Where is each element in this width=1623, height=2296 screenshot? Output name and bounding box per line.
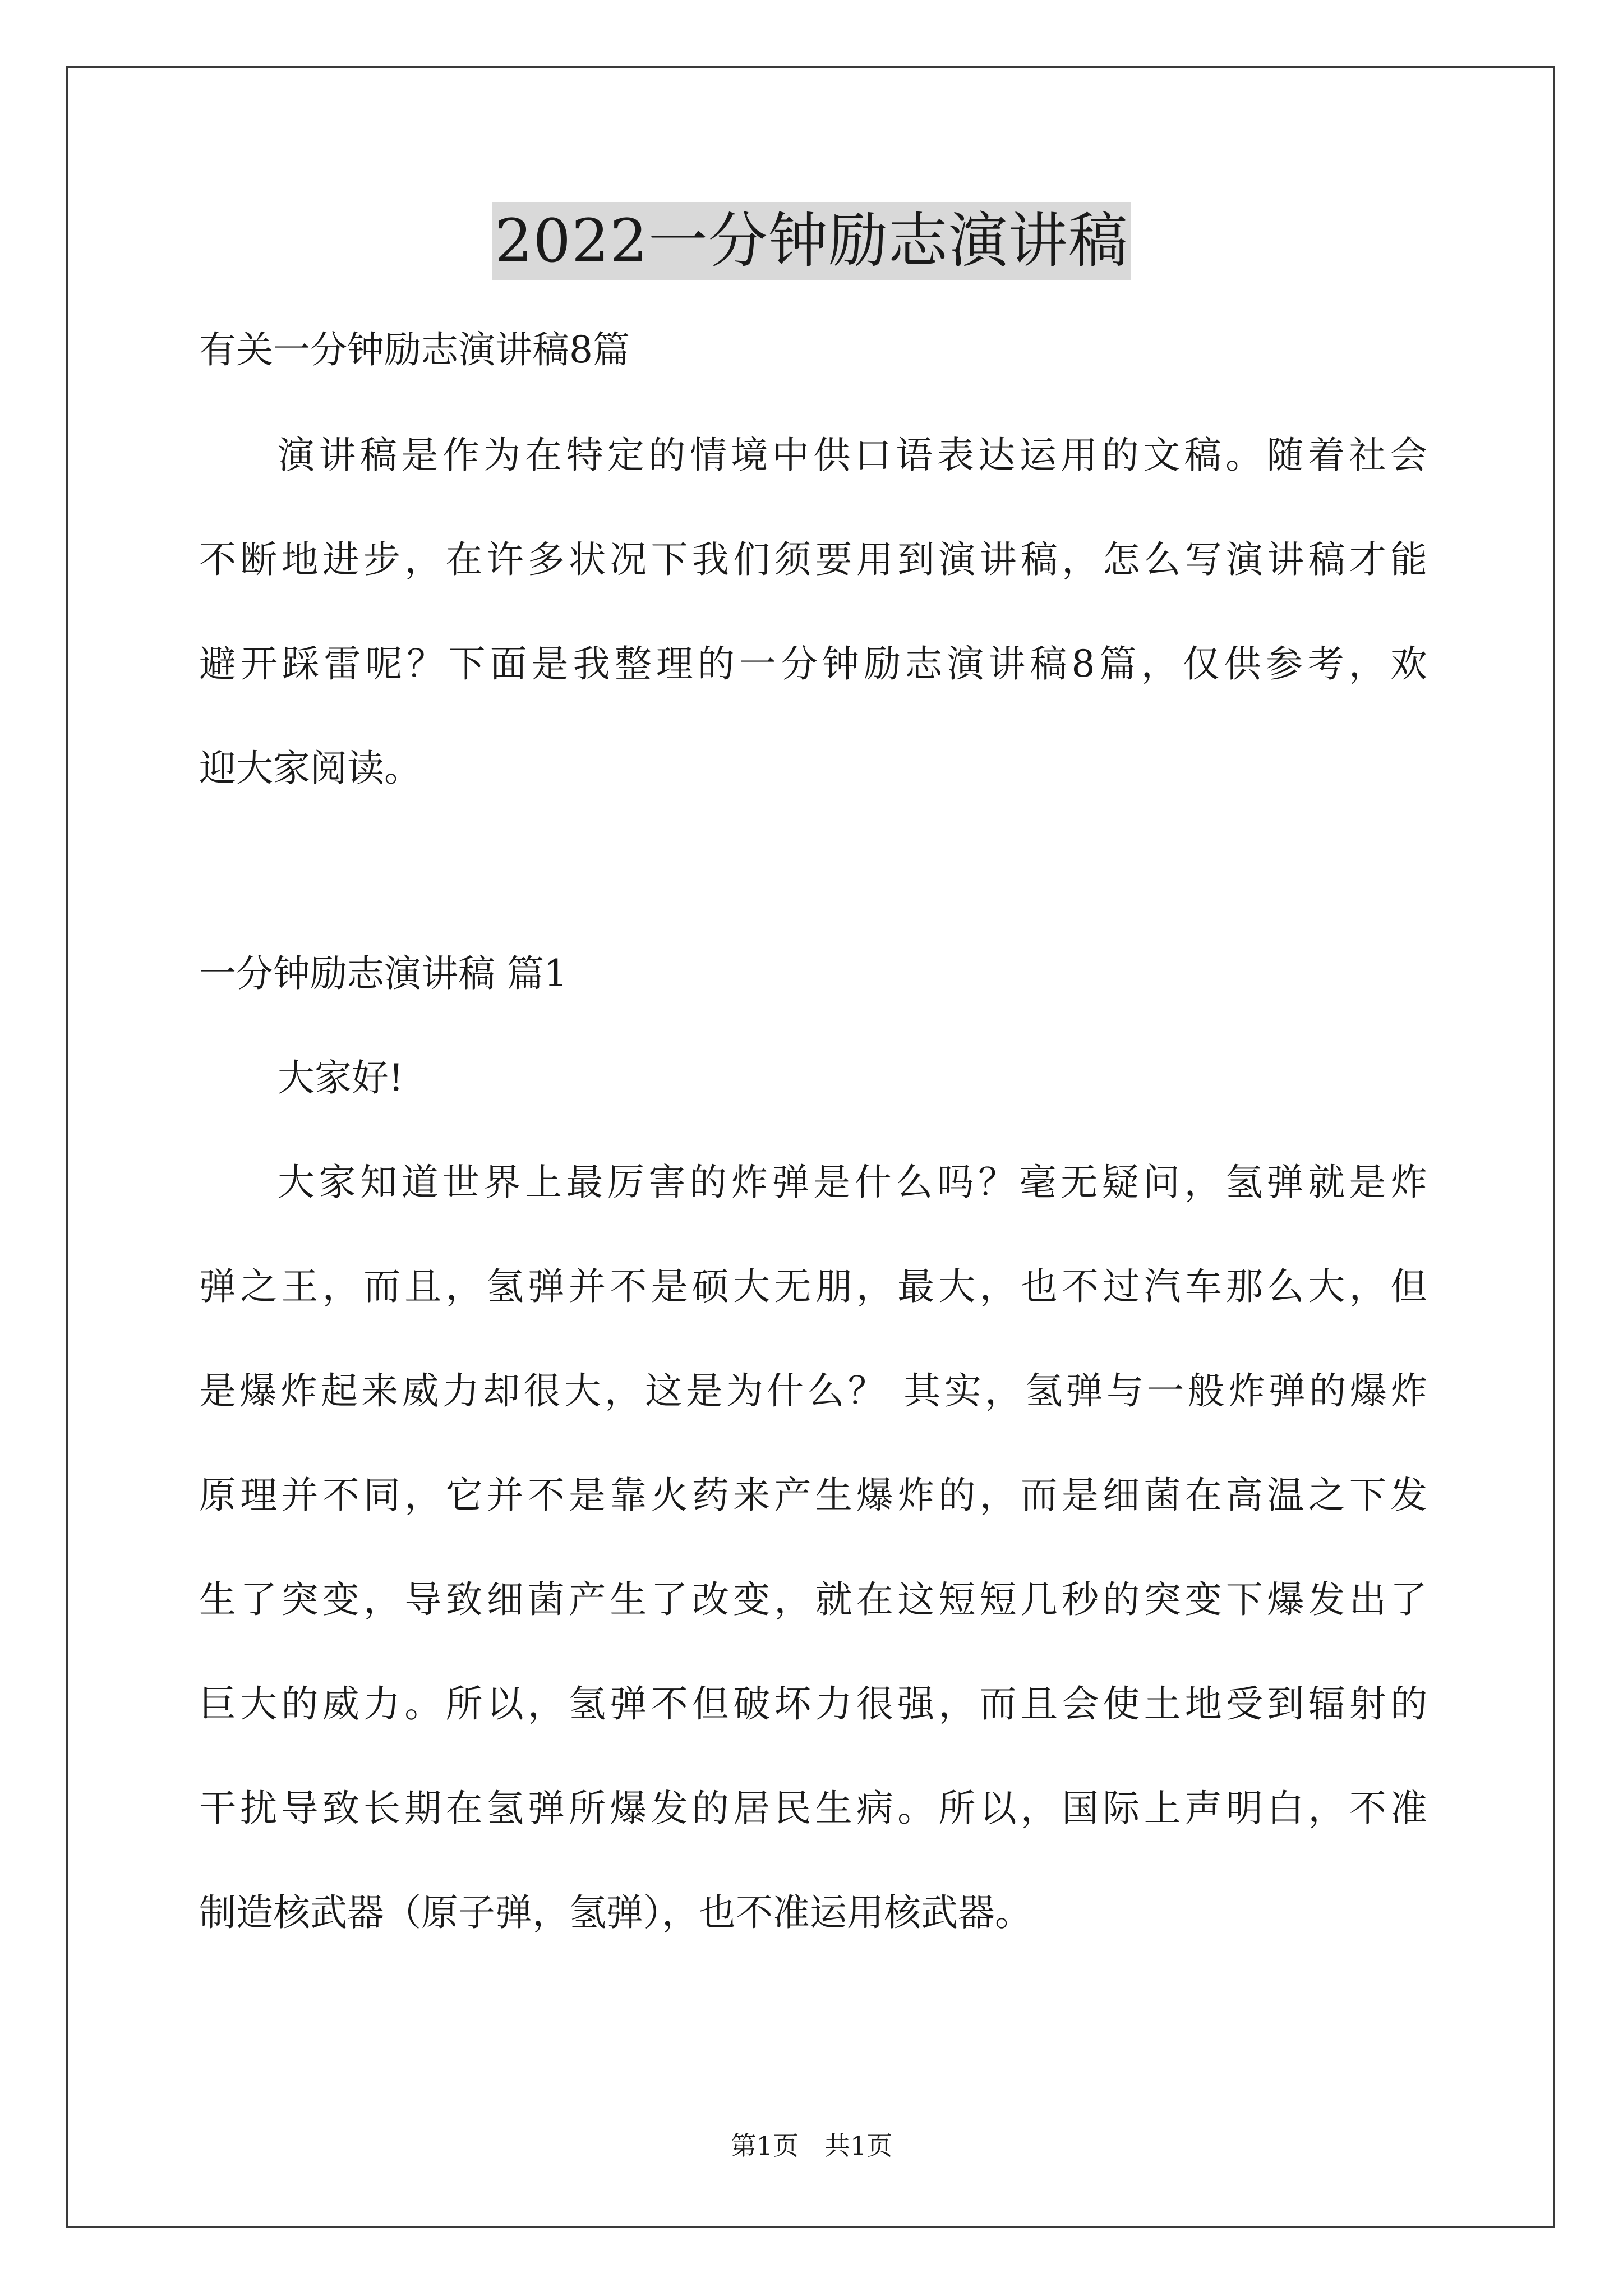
intro-line: 迎大家阅读。 xyxy=(199,747,421,790)
intro-line: 不断地进步，在许多状况下我们须要用到演讲稿，怎么写演讲稿才能 xyxy=(199,538,1427,581)
body-line: 是爆炸起来威力却很大，这是为什么？ 其实，氢弹与一般炸弹的爆炸 xyxy=(199,1369,1427,1412)
page-footer: 第1页 共1页 xyxy=(730,2131,893,2161)
body-line: 原理并不同，它并不是靠火药来产生爆炸的，而是细菌在高温之下发 xyxy=(199,1474,1427,1517)
body-line: 生了突变，导致细菌产生了改变，就在这短短几秒的突变下爆发出了 xyxy=(199,1578,1427,1621)
body-line: 巨大的威力。所以，氢弹不但破坏力很强，而且会使土地受到辐射的 xyxy=(199,1682,1427,1726)
body-line: 弹之王，而且，氢弹并不是硕大无朋，最大，也不过汽车那么大，但 xyxy=(199,1265,1427,1308)
document-subtitle: 有关一分钟励志演讲稿8篇 xyxy=(199,328,630,371)
intro-line: 避开踩雷呢？下面是我整理的一分钟励志演讲稿8篇，仅供参考，欢 xyxy=(199,642,1427,685)
body-line: 大家知道世界上最厉害的炸弹是什么吗？毫无疑问，氢弹就是炸 xyxy=(278,1161,1427,1204)
body-line: 干扰导致长期在氢弹所爆发的居民生病。所以，国际上声明白，不准 xyxy=(199,1787,1427,1830)
document-title: 2022一分钟励志演讲稿 xyxy=(492,202,1131,280)
title-block xyxy=(0,202,1623,280)
body-line: 制造核武器（原子弹，氢弹），也不准运用核武器。 xyxy=(199,1891,1032,1934)
section-title: 一分钟励志演讲稿 篇1 xyxy=(199,952,568,995)
intro-line: 演讲稿是作为在特定的情境中供口语表达运用的文稿。随着社会 xyxy=(278,434,1427,477)
document-body xyxy=(199,303,1427,1940)
greeting: 大家好! xyxy=(278,1056,404,1099)
